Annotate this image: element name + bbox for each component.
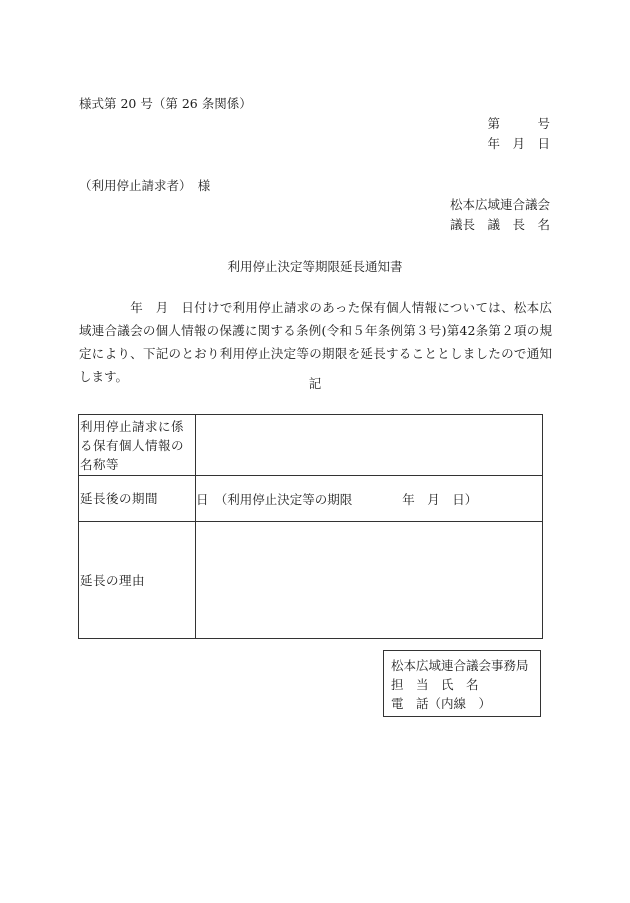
table-row <box>79 476 543 522</box>
row2-value: 日 （利用停止決定等の期限 年 月 日） <box>196 476 543 522</box>
form-number: 様式第 20 号（第 26 条関係） <box>79 96 252 111</box>
details-table <box>78 414 543 639</box>
issuer-organization: 松本広域連合議会 <box>449 197 550 212</box>
row3-value <box>196 522 543 639</box>
issuer-name: 議長 議 長 名 <box>449 217 550 232</box>
table-row <box>79 522 543 639</box>
row1-value <box>196 415 543 476</box>
ki-heading: 記 <box>308 376 322 391</box>
body-paragraph: 年 月 日付けで利用停止請求のあった保有個人情報については、松本広域連合議会の個人情報の保護に関する条例(令和５年条例第３号)第42条第２項の規定により、下記のとおり利用停止決定等の期限を延長することとしましたので通知します。 <box>79 300 552 384</box>
contact-phone: 電 話（内線 ） <box>391 696 492 711</box>
row2-label: 延長後の期間 <box>79 476 196 522</box>
row1-label: 利用停止請求に係る保有個人情報の名称等 <box>79 415 196 476</box>
contact-box <box>383 650 541 717</box>
addressee: （利用停止請求者） 様 <box>79 178 211 193</box>
document-title: 利用停止決定等期限延長通知書 <box>227 259 403 274</box>
row3-label: 延長の理由 <box>79 522 196 639</box>
document-date: 年 月 日 <box>487 136 550 151</box>
contact-office: 松本広域連合議会事務局 <box>391 658 529 673</box>
document-number: 第 号 <box>487 116 550 131</box>
contact-person: 担 当 氏 名 <box>391 677 479 692</box>
table-row <box>79 415 543 476</box>
